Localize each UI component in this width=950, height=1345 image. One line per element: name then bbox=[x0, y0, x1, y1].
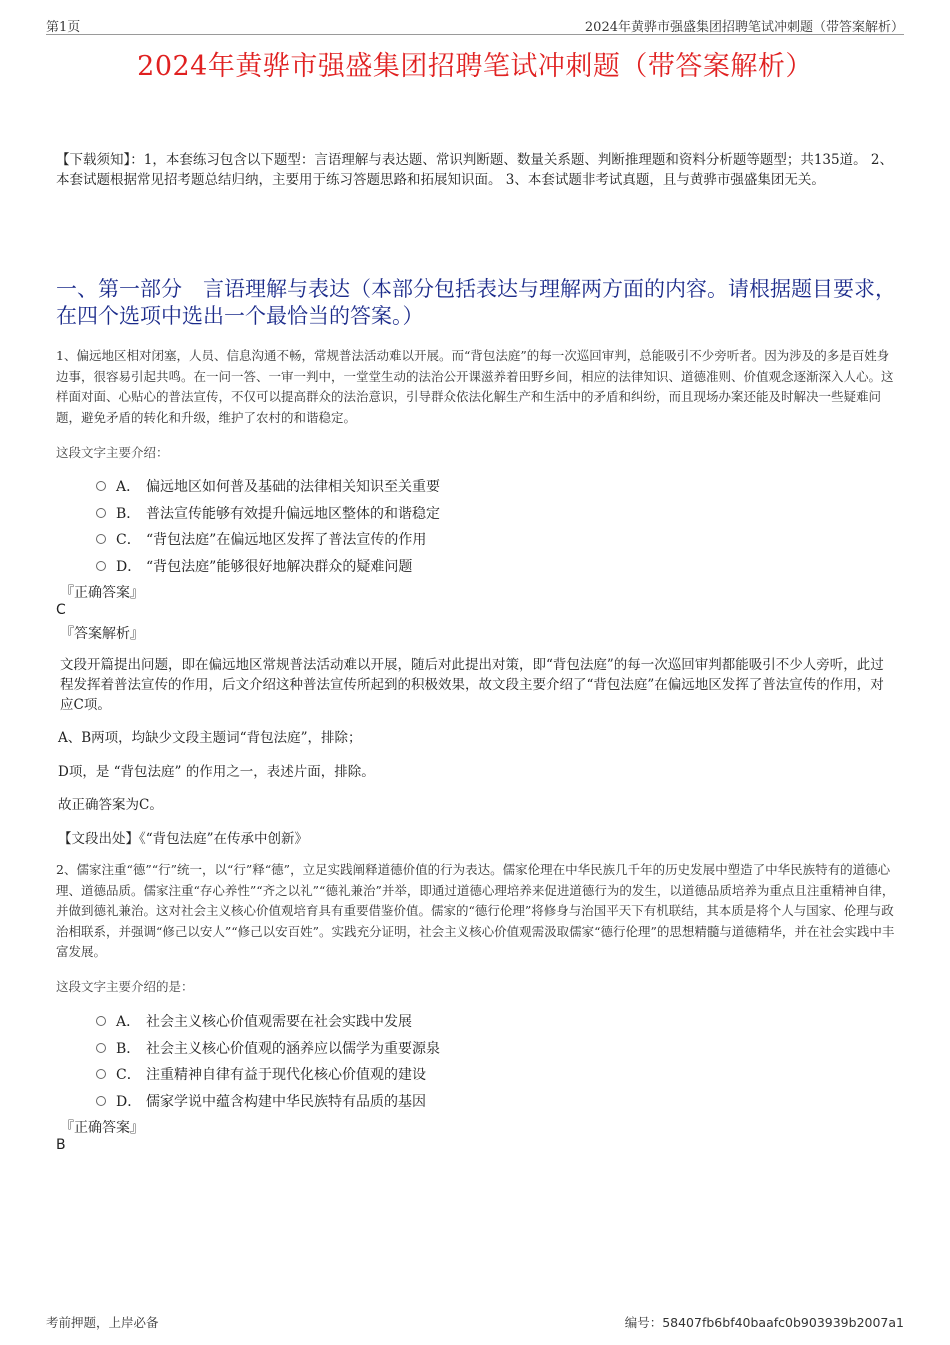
analysis-d: D项，是 “背包法庭” 的作用之一，表述片面，排除。 bbox=[58, 764, 375, 780]
radio-icon[interactable] bbox=[96, 561, 106, 571]
section-title: 一、第一部分 言语理解与表达（本部分包括表达与理解两方面的内容。请根据题目要求，在四个选项中选出一个最恰当的答案。） bbox=[56, 277, 896, 328]
radio-icon[interactable] bbox=[96, 1096, 106, 1106]
analysis-final: 故正确答案为C。 bbox=[58, 797, 163, 813]
document-title: 2024年黄骅市强盛集团招聘笔试冲刺题（带答案解析） bbox=[137, 51, 813, 82]
option-text: 社会主义核心价值观的涵养应以儒学为重要源泉 bbox=[146, 1040, 440, 1057]
analysis-ab: A、B两项，均缺少文段主题词“背包法庭”，排除； bbox=[58, 730, 362, 746]
download-notice: 【下载须知】：1，本套练习包含以下题型：言语理解与表达题、常识判断题、数量关系题、判断推理题和资料分析题等题型；共135道。 2、本套试题根据常见招考题总结归纳，主要用于练习答题思路和拓展知识面。 3、本套试题非考试真题，且与黄骅市强盛集团无关。 bbox=[56, 152, 893, 188]
question-1-options bbox=[96, 473, 440, 579]
question-2-prompt: 这段文字主要介绍的是： bbox=[56, 979, 194, 994]
question-1-text: 1、偏远地区相对闭塞，人员、信息沟通不畅，常规普法活动难以开展。而“背包法庭”的每一次巡回审判，总能吸引不少旁听者。因为涉及的多是百姓身边事，很容易引起共鸣。在一问一答、一审一判中，一堂堂生动的法治公开课滋养着田野乡间，相应的法律知识、道德准则、价值观念逐渐深入人心。这样面对面、心贴心的普法宣传，不仅可以提高群众的法治意识，引导群众依法化解生产和生活中的矛盾和纠纷，而且现场办案还能及时解决一些疑难问题，避免矛盾的转化和升级，维护了农村的和谐稳定。 bbox=[56, 348, 894, 425]
option-b[interactable]: B． 社会主义核心价值观的涵养应以儒学为重要源泉 bbox=[96, 1035, 440, 1062]
radio-icon[interactable] bbox=[96, 1016, 106, 1026]
option-text: 儒家学说中蕴含构建中华民族特有品质的基因 bbox=[146, 1093, 426, 1110]
question-1-prompt: 这段文字主要介绍： bbox=[56, 445, 169, 460]
footer-code-value: 58407fb6bf40baafc0b903939b2007a1 bbox=[662, 1315, 904, 1330]
source-citation: 【文段出处】《“背包法庭”在传承中创新》 bbox=[58, 831, 309, 847]
option-text: 注重精神自律有益于现代化核心价值观的建设 bbox=[146, 1067, 426, 1084]
question-2-options bbox=[96, 1008, 440, 1114]
answer-label: 『正确答案』 bbox=[60, 585, 144, 601]
analysis-label: 『答案解析』 bbox=[60, 626, 144, 642]
option-c[interactable]: C． “背包法庭”在偏远地区发挥了普法宣传的作用 bbox=[96, 526, 440, 553]
page-header bbox=[46, 14, 904, 35]
analysis-text: 文段开篇提出问题，即在偏远地区常规普法活动难以开展，随后对此提出对策，即“背包法庭”的每一次巡回审判都能吸引不少人旁听，此过程发挥着普法宣传的作用，后文介绍这种普法宣传所起到的积极效果，故文段主要介绍了“背包法庭”在偏远地区发挥了普法宣传的作用，对应C项。 bbox=[60, 657, 884, 713]
option-text: 社会主义核心价值观需要在社会实践中发展 bbox=[146, 1014, 412, 1031]
option-c[interactable]: C． 注重精神自律有益于现代化核心价值观的建设 bbox=[96, 1061, 440, 1088]
answer-value: B bbox=[56, 1137, 66, 1153]
option-text: 普法宣传能够有效提升偏远地区整体的和谐稳定 bbox=[146, 505, 440, 522]
option-text: “背包法庭”在偏远地区发挥了普法宣传的作用 bbox=[146, 532, 427, 549]
radio-icon[interactable] bbox=[96, 508, 106, 518]
radio-icon[interactable] bbox=[96, 1043, 106, 1053]
footer-code-label: 编号： bbox=[624, 1315, 663, 1330]
option-text: “背包法庭”能够很好地解决群众的疑难问题 bbox=[146, 558, 413, 575]
page-number: 第1页 bbox=[46, 20, 81, 35]
option-d[interactable]: D． 儒家学说中蕴含构建中华民族特有品质的基因 bbox=[96, 1088, 440, 1115]
question-2-text: 2、儒家注重“德”“行”统一，以“行”释“德”，立足实践阐释道德价值的行为表达。儒家伦理在中华民族几千年的历史发展中塑造了中华民族特有的道德心理、道德品质。儒家注重“存心养性”“齐之以礼”“德礼兼治”并举，即通过道德心理培养来促进道德行为的发生，以道德品质培养为重点且注重精神自律，并做到德礼兼治。这对社会主义核心价值观培育具有重要借鉴价值。儒家的“德行伦理”将修身与治国平天下有机联结，其本质是将个人与国家、伦理与政治相联系，并强调“修己以安人”“修己以安百姓”。实践充分证明，社会主义核心价值观需汲取儒家“德行伦理”的思想精髓与道德精华，并在社会实践中丰富发展。 bbox=[56, 862, 895, 959]
answer-value: C bbox=[56, 602, 66, 618]
option-a[interactable]: A． 偏远地区如何普及基础的法律相关知识至关重要 bbox=[96, 473, 440, 500]
option-d[interactable]: D． “背包法庭”能够很好地解决群众的疑难问题 bbox=[96, 553, 440, 580]
option-a[interactable]: A． 社会主义核心价值观需要在社会实践中发展 bbox=[96, 1008, 440, 1035]
footer-code bbox=[625, 1313, 904, 1331]
radio-icon[interactable] bbox=[96, 481, 106, 491]
answer-label: 『正确答案』 bbox=[60, 1120, 144, 1136]
radio-icon[interactable] bbox=[96, 534, 106, 544]
radio-icon[interactable] bbox=[96, 1069, 106, 1079]
header-doc-title: 2024年黄骅市强盛集团招聘笔试冲刺题（带答案解析） bbox=[584, 20, 904, 35]
option-b[interactable]: B． 普法宣传能够有效提升偏远地区整体的和谐稳定 bbox=[96, 500, 440, 527]
option-text: 偏远地区如何普及基础的法律相关知识至关重要 bbox=[146, 479, 440, 496]
footer-slogan: 考前押题，上岸必备 bbox=[46, 1315, 159, 1330]
